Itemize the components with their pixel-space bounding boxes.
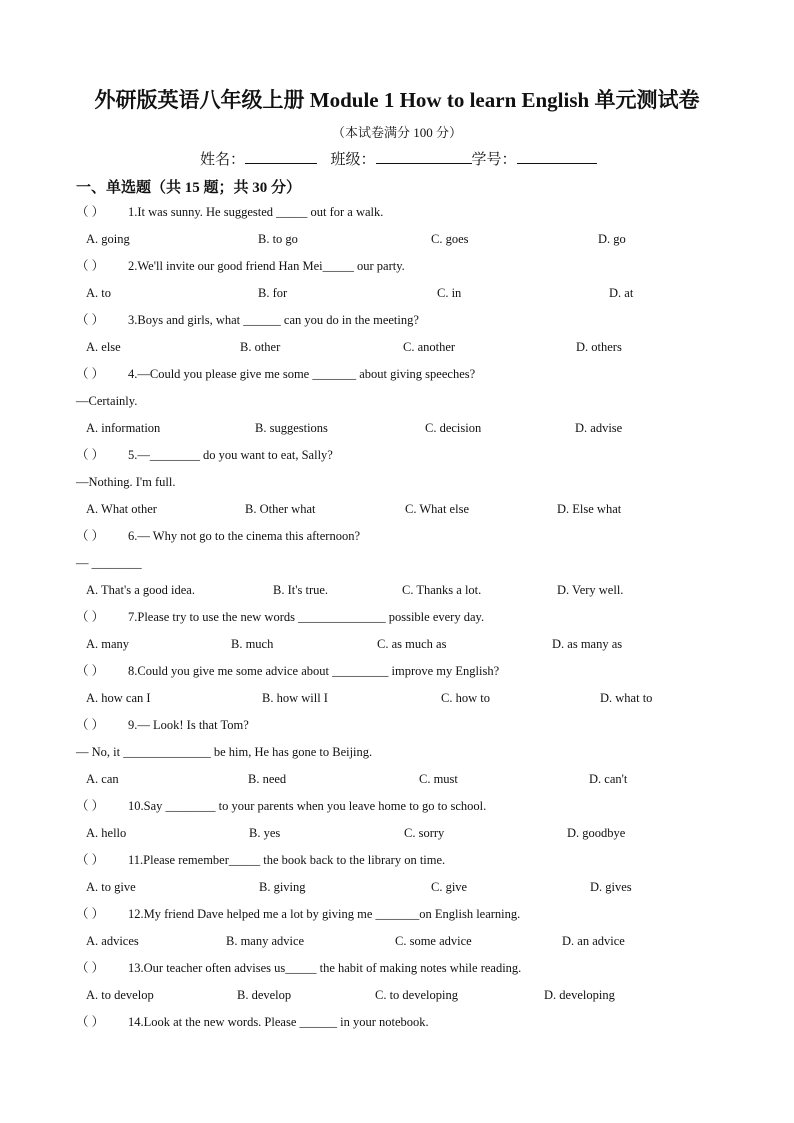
student-info xyxy=(200,148,597,169)
option-c[interactable]: C. in xyxy=(437,286,462,300)
option-d[interactable]: D. can't xyxy=(589,772,628,786)
question-stem xyxy=(76,609,484,625)
question-stem xyxy=(76,852,445,868)
option-c[interactable]: C. how to xyxy=(441,691,490,705)
option-b[interactable]: B. many advice xyxy=(226,934,305,948)
answer-bracket[interactable]: （ ） xyxy=(76,610,105,624)
question-stem xyxy=(76,717,249,733)
answer-bracket[interactable]: （ ） xyxy=(76,1015,105,1029)
option-a[interactable]: A. advices xyxy=(86,934,139,948)
option-d[interactable]: D. developing xyxy=(544,988,615,1002)
question-stem xyxy=(76,960,521,976)
option-d[interactable]: D. go xyxy=(598,232,626,246)
option-a[interactable]: A. many xyxy=(86,637,130,651)
option-b[interactable]: B. how will I xyxy=(262,691,328,705)
question-text: 13.Our teacher often advises us_____ the habit of making notes while reading. xyxy=(128,961,522,975)
option-b[interactable]: B. to go xyxy=(258,232,298,246)
question-text: 8.Could you give me some advice about _________ improve my English? xyxy=(128,664,500,678)
question-stem xyxy=(76,1014,429,1030)
option-c[interactable]: C. Thanks a lot. xyxy=(402,583,482,597)
class-field[interactable] xyxy=(376,149,472,164)
option-d[interactable]: D. goodbye xyxy=(567,826,626,840)
id-label: 学号： xyxy=(471,152,517,168)
name-field[interactable] xyxy=(245,149,317,164)
option-a[interactable]: A. can xyxy=(86,772,119,786)
option-a[interactable]: A. information xyxy=(86,421,161,435)
option-d[interactable]: D. advise xyxy=(575,421,623,435)
option-c[interactable]: C. some advice xyxy=(395,934,472,948)
question-stem xyxy=(76,798,486,814)
answer-bracket[interactable]: （ ） xyxy=(76,205,105,219)
option-c[interactable]: C. goes xyxy=(431,232,469,246)
option-d[interactable]: D. at xyxy=(609,286,634,300)
option-b[interactable]: B. need xyxy=(248,772,287,786)
question-text: 14.Look at the new words. Please ______ in your notebook. xyxy=(128,1015,429,1029)
option-c[interactable]: C. to developing xyxy=(375,988,458,1002)
option-c[interactable]: C. sorry xyxy=(404,826,445,840)
dialogue-reply: — No, it ______________ be him, He has gone to Beijing. xyxy=(76,745,373,759)
option-b[interactable]: B. suggestions xyxy=(255,421,328,435)
question-text: 1.It was sunny. He suggested _____ out for a walk. xyxy=(128,205,384,219)
question-text: 7.Please try to use the new words ______________ possible every day. xyxy=(128,610,485,624)
answer-bracket[interactable]: （ ） xyxy=(76,448,105,462)
option-b[interactable]: B. giving xyxy=(259,880,306,894)
answer-bracket[interactable]: （ ） xyxy=(76,718,105,732)
answer-bracket[interactable]: （ ） xyxy=(76,367,105,381)
option-a[interactable]: A. how can I xyxy=(86,691,151,705)
option-a[interactable]: A. going xyxy=(86,232,130,246)
option-c[interactable]: C. must xyxy=(419,772,458,786)
dialogue-reply: —Nothing. I'm full. xyxy=(76,475,176,489)
option-c[interactable]: C. decision xyxy=(425,421,482,435)
option-a[interactable]: A. hello xyxy=(86,826,127,840)
option-a[interactable]: A. to xyxy=(86,286,111,300)
question-stem xyxy=(76,258,405,274)
option-d[interactable]: D. an advice xyxy=(562,934,625,948)
answer-bracket[interactable]: （ ） xyxy=(76,799,105,813)
question-text: 4.—Could you please give me some _______ about giving speeches? xyxy=(128,367,476,381)
option-b[interactable]: B. Other what xyxy=(245,502,316,516)
option-b[interactable]: B. much xyxy=(231,637,274,651)
question-stem xyxy=(76,906,520,922)
question-text: 11.Please remember_____ the book back to the library on time. xyxy=(128,853,446,867)
option-d[interactable]: D. what to xyxy=(600,691,653,705)
option-d[interactable]: D. Else what xyxy=(557,502,622,516)
question-stem xyxy=(76,204,383,220)
question-text: 12.My friend Dave helped me a lot by giving me _______on English learning. xyxy=(128,907,521,921)
id-field[interactable] xyxy=(517,149,597,164)
option-a[interactable]: A. That's a good idea. xyxy=(86,583,195,597)
question-text: 10.Say ________ to your parents when you leave home to go to school. xyxy=(128,799,487,813)
question-stem xyxy=(76,366,475,382)
answer-bracket[interactable]: （ ） xyxy=(76,907,105,921)
question-text: 2.We'll invite our good friend Han Mei_____ our party. xyxy=(128,259,405,273)
option-d[interactable]: D. as many as xyxy=(552,637,623,651)
answer-bracket[interactable]: （ ） xyxy=(76,664,105,678)
exam-title: 外研版英语八年级上册 Module 1 How to learn English 单元测试卷 xyxy=(94,88,700,112)
question-stem xyxy=(76,312,419,328)
section-title: 一、单选题（共 15 题；共 30 分） xyxy=(76,180,302,196)
class-label: 班级： xyxy=(330,152,376,168)
option-b[interactable]: B. develop xyxy=(237,988,292,1002)
option-b[interactable]: B. It's true. xyxy=(273,583,329,597)
option-b[interactable]: B. for xyxy=(258,286,288,300)
question-stem xyxy=(76,447,333,463)
option-d[interactable]: D. gives xyxy=(590,880,632,894)
answer-bracket[interactable]: （ ） xyxy=(76,313,105,327)
option-a[interactable]: A. to give xyxy=(86,880,136,894)
option-a[interactable]: A. else xyxy=(86,340,121,354)
question-stem xyxy=(76,528,360,544)
option-a[interactable]: A. to develop xyxy=(86,988,154,1002)
name-label: 姓名： xyxy=(200,152,246,168)
option-c[interactable]: C. What else xyxy=(405,502,469,516)
answer-bracket[interactable]: （ ） xyxy=(76,259,105,273)
option-b[interactable]: B. yes xyxy=(249,826,281,840)
question-text: 6.— Why not go to the cinema this afternoon? xyxy=(128,529,361,543)
question-text: 9.— Look! Is that Tom? xyxy=(128,718,249,732)
dialogue-reply: — ________ xyxy=(76,556,142,570)
option-c[interactable]: C. as much as xyxy=(377,637,447,651)
option-c[interactable]: C. another xyxy=(403,340,456,354)
option-c[interactable]: C. give xyxy=(431,880,468,894)
question-text: 5.—________ do you want to eat, Sally? xyxy=(128,448,333,462)
dialogue-reply: —Certainly. xyxy=(76,394,138,408)
exam-subtitle: （本试卷满分 100 分） xyxy=(331,125,462,140)
option-d[interactable]: D. Very well. xyxy=(557,583,624,597)
question-stem xyxy=(76,663,499,679)
answer-bracket[interactable]: （ ） xyxy=(76,853,105,867)
option-d[interactable]: D. others xyxy=(576,340,622,354)
option-a[interactable]: A. What other xyxy=(86,502,157,516)
answer-bracket[interactable]: （ ） xyxy=(76,961,105,975)
question-text: 3.Boys and girls, what ______ can you do in the meeting? xyxy=(128,313,419,327)
option-b[interactable]: B. other xyxy=(240,340,281,354)
answer-bracket[interactable]: （ ） xyxy=(76,529,105,543)
